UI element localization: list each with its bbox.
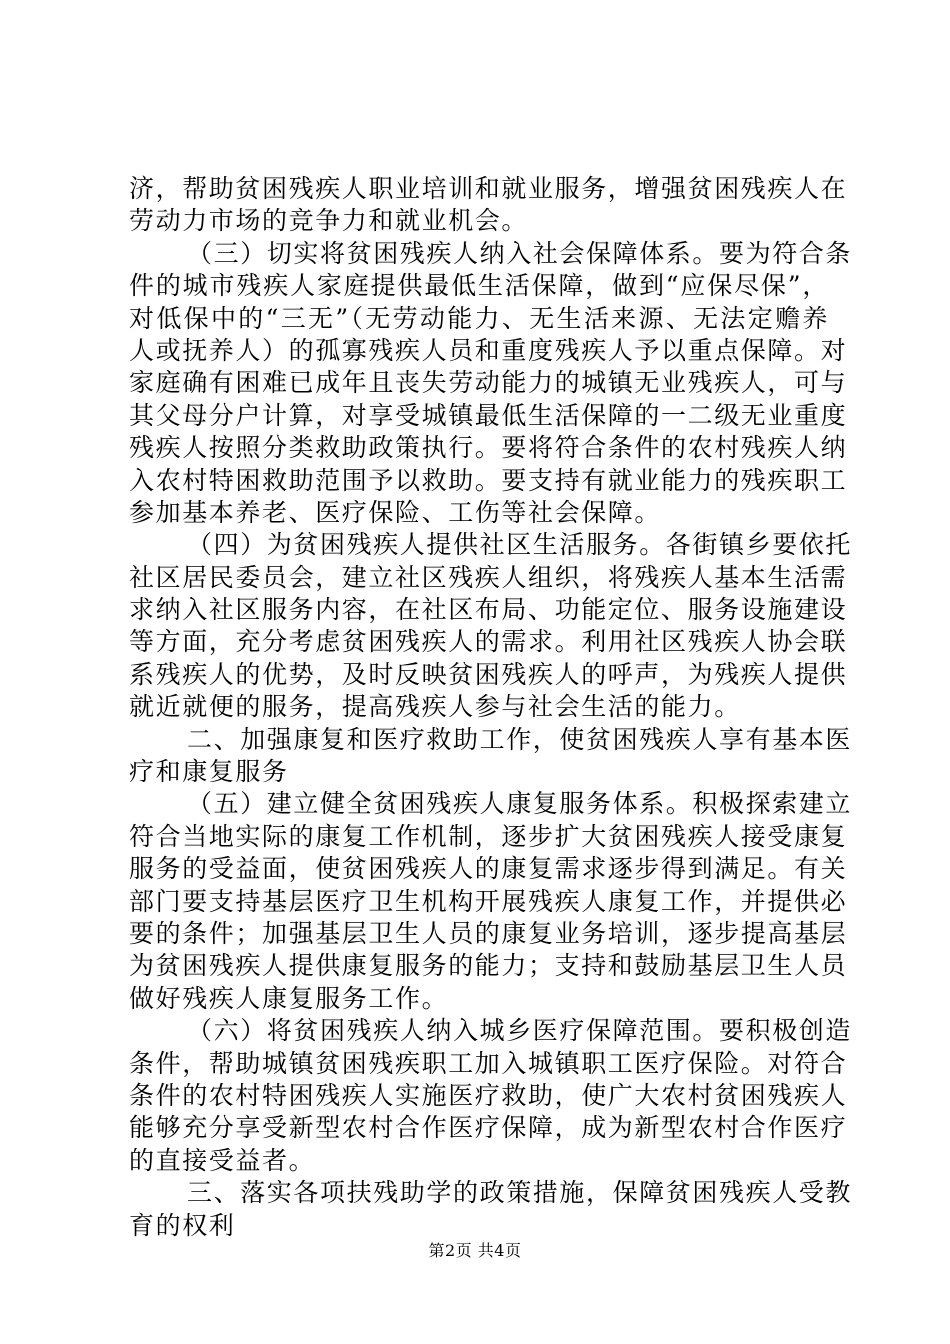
text-line: 为贫困残疾人提供康复服务的能力；支持和鼓励基层卫生人员 xyxy=(129,951,848,981)
text-line: 件的城市残疾人家庭提供最低生活保障，做到“应保尽保”， xyxy=(129,271,829,301)
text-line: 对低保中的“三无”（无劳动能力、无生活来源、无法定赡养 xyxy=(129,303,829,333)
text-line: 疗和康复服务 xyxy=(129,757,289,787)
text-line: 参加基本养老、医疗保险、工伤等社会保障。 xyxy=(129,497,662,527)
page-footer: 第2页 共4页 xyxy=(428,1241,522,1260)
text-line: 社区居民委员会，建立社区残疾人组织，将残疾人基本生活需 xyxy=(129,562,848,592)
text-line: 入农村特困救助范围予以救助。要支持有就业能力的残疾职工 xyxy=(129,465,848,495)
text-line: 家庭确有困难已成年且丧失劳动能力的城镇无业残疾人，可与 xyxy=(129,368,848,398)
text-line: 其父母分户计算，对享受城镇最低生活保障的一二级无业重度 xyxy=(129,400,848,430)
text-line: 劳动力市场的竞争力和就业机会。 xyxy=(129,206,529,236)
text-line: 残疾人按照分类救助政策执行。要将符合条件的农村残疾人纳 xyxy=(129,433,848,463)
text-line: （三）切实将贫困残疾人纳入社会保障体系。要为符合条 xyxy=(187,238,853,268)
text-line: 符合当地实际的康复工作机制，逐步扩大贫困残疾人接受康复 xyxy=(129,821,848,851)
text-line: 济，帮助贫困残疾人职业培训和就业服务，增强贫困残疾人在 xyxy=(129,174,848,203)
text-line: 做好残疾人康复服务工作。 xyxy=(129,983,449,1013)
text-line: 二、加强康复和医疗救助工作，使贫困残疾人享有基本医 xyxy=(187,724,853,754)
text-line: 条件的农村特困残疾人实施医疗救助，使广大农村贫困残疾人 xyxy=(129,1080,848,1110)
text-line: 服务的受益面，使贫困残疾人的康复需求逐步得到满足。有关 xyxy=(129,854,848,884)
text-line: 三、落实各项扶残助学的政策措施，保障贫困残疾人受教 xyxy=(187,1178,853,1208)
text-line: 系残疾人的优势，及时反映贫困残疾人的呼声，为残疾人提供 xyxy=(129,659,848,689)
text-line: （六）将贫困残疾人纳入城乡医疗保障范围。要积极创造 xyxy=(187,1016,853,1046)
document-body xyxy=(129,173,853,1242)
text-line: （四）为贫困残疾人提供社区生活服务。各街镇乡要依托 xyxy=(187,530,853,560)
text-line: 要的条件；加强基层卫生人员的康复业务培训，逐步提高基层 xyxy=(129,918,848,948)
text-line: 条件，帮助城镇贫困残疾职工加入城镇职工医疗保险。对符合 xyxy=(129,1048,848,1078)
text-line: 就近就便的服务，提高残疾人参与社会生活的能力。 xyxy=(129,692,741,722)
text-line: 部门要支持基层医疗卫生机构开展残疾人康复工作，并提供必 xyxy=(129,886,848,916)
text-line: 育的权利 xyxy=(129,1210,236,1240)
text-line: 人或抚养人）的孤寡残疾人员和重度残疾人予以重点保障。对 xyxy=(129,335,848,365)
text-line: 等方面，充分考虑贫困残疾人的需求。利用社区残疾人协会联 xyxy=(129,627,848,657)
text-line: （五）建立健全贫困残疾人康复服务体系。积极探索建立 xyxy=(187,789,853,819)
text-line: 求纳入社区服务内容，在社区布局、功能定位、服务设施建设 xyxy=(129,595,848,625)
text-line: 能够充分享受新型农村合作医疗保障，成为新型农村合作医疗 xyxy=(129,1113,848,1143)
text-line: 的直接受益者。 xyxy=(129,1145,316,1175)
